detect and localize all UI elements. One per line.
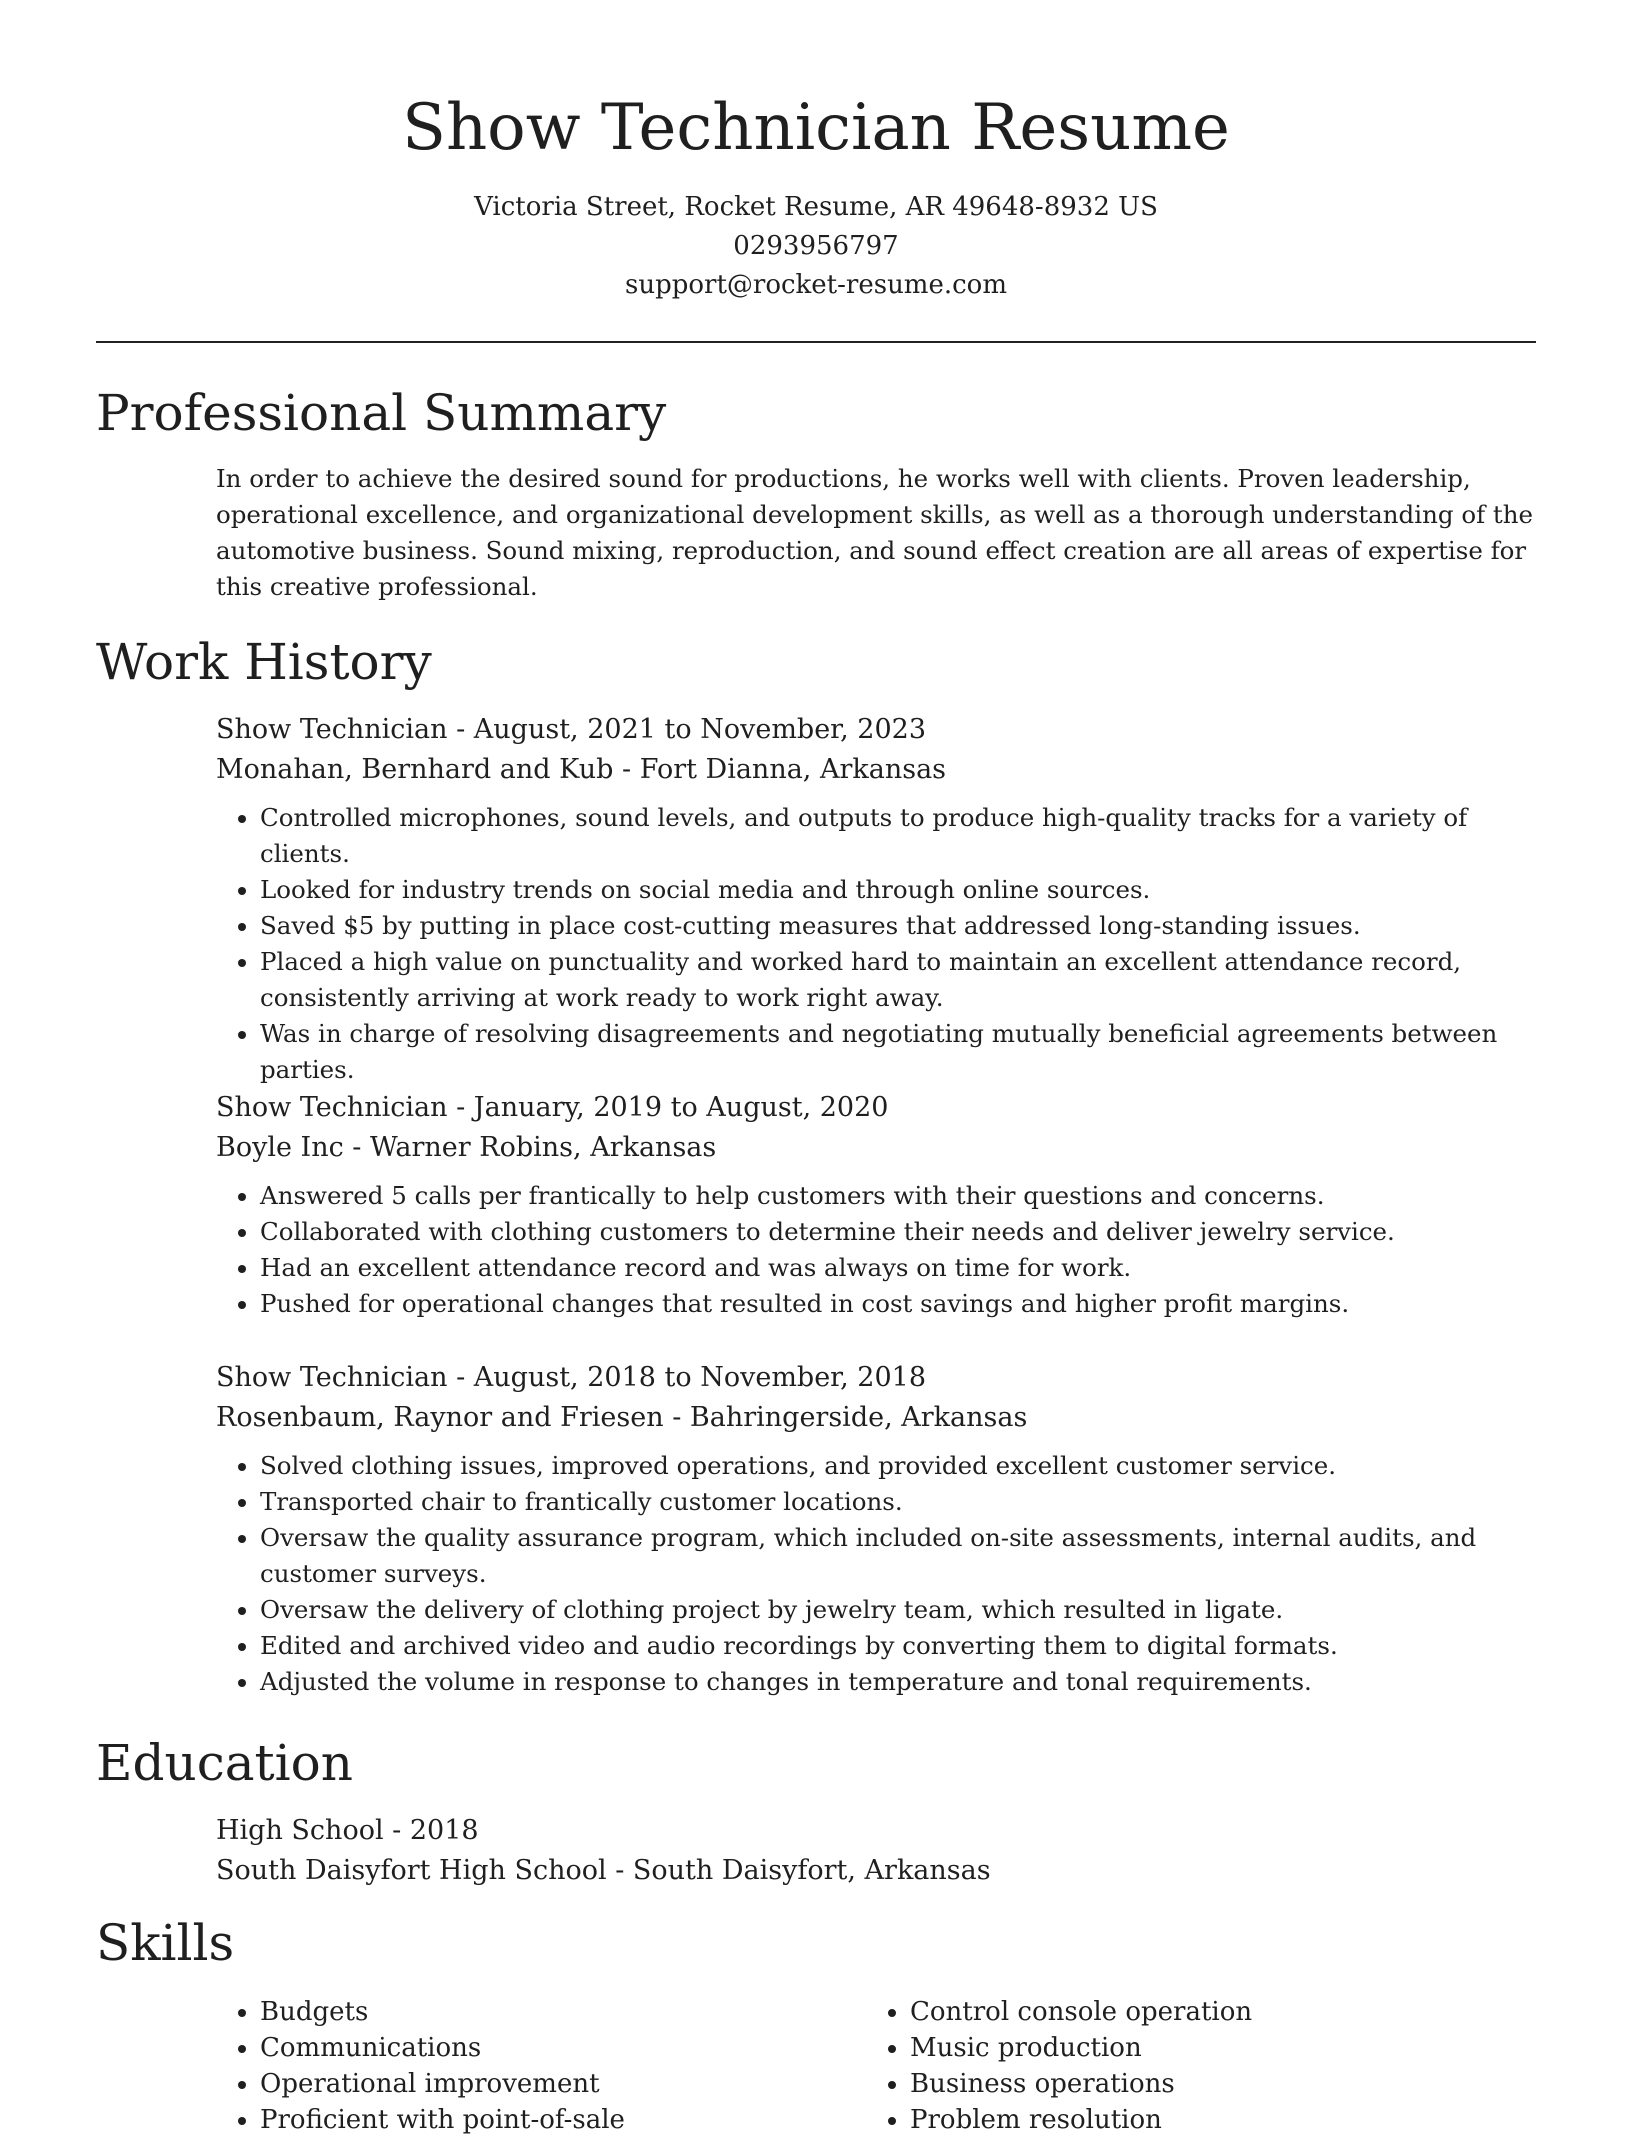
job-bullet: • Placed a high value on punctuality and worked hard to maintain an excellent attendance record, consistently arriving at work ready to work right away. <box>260 944 1536 1016</box>
job-bullet: • Saved $5 by putting in place cost-cutting measures that addressed long-standing issues. <box>260 908 1536 944</box>
job-role-line: Show Technician - August, 2021 to November, 2023 <box>216 714 927 745</box>
job-company-line: Boyle Inc - Warner Robins, Arkansas <box>216 1132 717 1163</box>
summary-section <box>216 461 1536 605</box>
job-bullets <box>216 1448 1536 1700</box>
job-role-line: Show Technician - August, 2018 to November, 2018 <box>216 1362 927 1393</box>
job-bullet: • Adjusted the volume in response to changes in temperature and tonal requirements. <box>260 1664 1536 1700</box>
skill-item: • Problem resolution <box>910 2102 1516 2138</box>
skill-item: • Operational improvement <box>260 2066 866 2102</box>
job-bullet: • Looked for industry trends on social media and through online sources. <box>260 872 1536 908</box>
job-bullets <box>216 1178 1536 1322</box>
skill-item: • Control console operation <box>910 1994 1516 2030</box>
contact-email: support@rocket-resume.com <box>624 270 1007 300</box>
job-bullet: • Had an excellent attendance record and was always on time for work. <box>260 1250 1536 1286</box>
job-bullet: • Collaborated with clothing customers to determine their needs and deliver jewelry service. <box>260 1214 1536 1250</box>
job-entry <box>216 1088 1536 1322</box>
skill-item: • Business operations <box>910 2066 1516 2102</box>
summary-text: In order to achieve the desired sound for productions, he works well with clients. Proven leadership, operational excellence, and organizational development skills, as well as a thorough understanding of the automotive business. Sound mixing, reproduction, and sound effect creation are all areas of expertise for this creative professional. <box>216 464 1534 601</box>
skills-list <box>216 1994 866 2138</box>
skill-item: • Communications <box>260 2030 866 2066</box>
job-bullet: • Controlled microphones, sound levels, and outputs to produce high-quality tracks for a variety of clients. <box>260 800 1536 872</box>
job-bullet: • Edited and archived video and audio recordings by converting them to digital formats. <box>260 1628 1536 1664</box>
job-bullet: • Was in charge of resolving disagreements and negotiating mutually beneficial agreements between parties. <box>260 1016 1536 1088</box>
education-heading: Education <box>96 1734 353 1792</box>
contact-address: Victoria Street, Rocket Resume, AR 49648-8932 US <box>474 192 1158 222</box>
work-history-heading: Work History <box>96 633 432 691</box>
contact-phone: 0293956797 <box>733 231 899 261</box>
education-school-line: South Daisyfort High School - South Daisyfort, Arkansas <box>216 1855 991 1886</box>
job-entry <box>216 710 1536 1088</box>
summary-heading: Professional Summary <box>96 384 667 442</box>
header-divider <box>96 341 1536 343</box>
contact-info <box>96 188 1536 305</box>
resume-page <box>96 0 1536 2135</box>
job-bullet: • Oversaw the delivery of clothing project by jewelry team, which resulted in ligate. <box>260 1592 1536 1628</box>
job-company-line: Monahan, Bernhard and Kub - Fort Dianna, Arkansas <box>216 754 947 785</box>
education-section <box>216 1811 1536 1891</box>
job-bullet: • Oversaw the quality assurance program, which included on-site assessments, internal audits, and customer surveys. <box>260 1520 1536 1592</box>
job-bullet: • Pushed for operational changes that resulted in cost savings and higher profit margins. <box>260 1286 1536 1322</box>
skills-list <box>866 1994 1516 2138</box>
skills-heading: Skills <box>96 1914 235 1972</box>
job-company-line: Rosenbaum, Raynor and Friesen - Bahringerside, Arkansas <box>216 1402 1028 1433</box>
job-bullet: • Transported chair to frantically customer locations. <box>260 1484 1536 1520</box>
skill-item: • Proficient with point-of-sale <box>260 2102 866 2138</box>
job-bullet: • Answered 5 calls per frantically to help customers with their questions and concerns. <box>260 1178 1536 1214</box>
skills-column-left <box>216 1994 866 2138</box>
resume-title: Show Technician Resume <box>402 91 1230 165</box>
skill-item: • Music production <box>910 2030 1516 2066</box>
job-entry <box>216 1358 1536 1700</box>
skills-column-right <box>866 1994 1516 2138</box>
education-degree-line: High School - 2018 <box>216 1815 479 1846</box>
job-bullet: • Solved clothing issues, improved operations, and provided excellent customer service. <box>260 1448 1536 1484</box>
job-bullets <box>216 800 1536 1088</box>
resume-header <box>96 0 1536 305</box>
job-role-line: Show Technician - January, 2019 to August, 2020 <box>216 1092 889 1123</box>
skill-item: • Budgets <box>260 1994 866 2030</box>
